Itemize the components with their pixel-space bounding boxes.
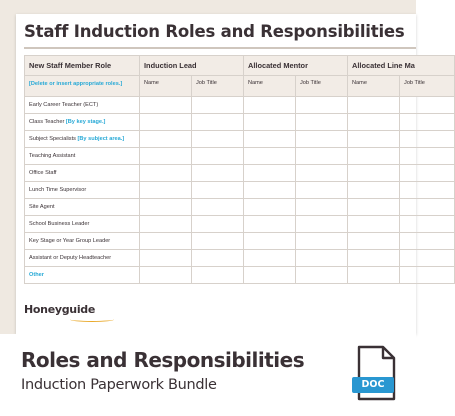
job-title-cell xyxy=(192,182,244,199)
job-title-cell xyxy=(400,233,455,250)
table-row xyxy=(25,182,455,199)
job-title-cell xyxy=(400,216,455,233)
job-title-cell xyxy=(296,131,348,148)
name-cell xyxy=(244,148,296,165)
name-cell xyxy=(140,250,192,267)
subheader-job-title: Job Title xyxy=(400,76,455,97)
job-title-cell xyxy=(400,148,455,165)
group-header-allocated-mentor: Allocated Mentor xyxy=(244,56,348,76)
role-label: Class Teacher xyxy=(29,119,66,125)
name-cell xyxy=(348,114,400,131)
job-title-cell xyxy=(400,267,455,284)
logo-swoosh xyxy=(70,317,114,322)
role-column-header: New Staff Member Role xyxy=(25,56,140,76)
role-label: Teaching Assistant xyxy=(29,153,76,159)
table-row xyxy=(25,131,455,148)
doc-badge: DOC xyxy=(352,377,394,393)
name-cell xyxy=(348,199,400,216)
job-title-cell xyxy=(400,131,455,148)
role-cell xyxy=(25,267,140,284)
job-title-cell xyxy=(192,97,244,114)
table-row xyxy=(25,267,455,284)
role-cell xyxy=(25,131,140,148)
table-row xyxy=(25,165,455,182)
name-cell xyxy=(140,182,192,199)
table-row xyxy=(25,199,455,216)
role-note: [Delete or insert appropriate roles.] xyxy=(25,76,140,97)
job-title-cell xyxy=(400,199,455,216)
name-cell xyxy=(140,114,192,131)
job-title-cell xyxy=(192,233,244,250)
role-label: Lunch Time Supervisor xyxy=(29,187,87,193)
group-header-allocated-line-manager: Allocated Line Ma xyxy=(348,56,455,76)
name-cell xyxy=(244,250,296,267)
role-cell xyxy=(25,250,140,267)
job-title-cell xyxy=(296,182,348,199)
name-cell xyxy=(140,131,192,148)
role-cell xyxy=(25,199,140,216)
job-title-cell xyxy=(296,199,348,216)
name-cell xyxy=(140,165,192,182)
subheader-name: Name xyxy=(244,76,296,97)
name-cell xyxy=(348,148,400,165)
group-header-induction-lead: Induction Lead xyxy=(140,56,244,76)
job-title-cell xyxy=(296,165,348,182)
role-label: School Business Leader xyxy=(29,221,90,227)
honeyguide-logo: Honeyguide xyxy=(24,303,96,316)
name-cell xyxy=(244,182,296,199)
name-cell xyxy=(244,97,296,114)
table-row xyxy=(25,250,455,267)
role-label: Other xyxy=(29,272,44,278)
document-page xyxy=(16,14,425,334)
job-title-cell xyxy=(192,250,244,267)
job-title-cell xyxy=(400,250,455,267)
name-cell xyxy=(348,131,400,148)
name-cell xyxy=(140,97,192,114)
role-label: Office Staff xyxy=(29,170,57,176)
name-cell xyxy=(348,182,400,199)
table-row xyxy=(25,233,455,250)
name-cell xyxy=(140,267,192,284)
job-title-cell xyxy=(296,267,348,284)
table-row xyxy=(25,148,455,165)
role-cell xyxy=(25,148,140,165)
subheader-name: Name xyxy=(348,76,400,97)
role-cell xyxy=(25,97,140,114)
table-header-row xyxy=(25,56,455,76)
job-title-cell xyxy=(192,131,244,148)
job-title-cell xyxy=(192,216,244,233)
role-cell xyxy=(25,114,140,131)
job-title-cell xyxy=(400,182,455,199)
job-title-cell xyxy=(296,114,348,131)
job-title-cell xyxy=(192,199,244,216)
name-cell xyxy=(348,233,400,250)
table-subheader-row xyxy=(25,76,455,97)
role-cell xyxy=(25,216,140,233)
roles-table xyxy=(24,55,455,284)
product-banner xyxy=(0,334,416,416)
job-title-cell xyxy=(296,97,348,114)
role-label: Assistant or Deputy Headteacher xyxy=(29,255,112,261)
name-cell xyxy=(140,148,192,165)
name-cell xyxy=(348,165,400,182)
name-cell xyxy=(244,165,296,182)
name-cell xyxy=(140,233,192,250)
subheader-job-title: Job Title xyxy=(192,76,244,97)
subheader-job-title: Job Title xyxy=(296,76,348,97)
table-row xyxy=(25,216,455,233)
role-label: Early Career Teacher (ECT) xyxy=(29,102,99,108)
name-cell xyxy=(244,114,296,131)
role-note-suffix: [By key stage.] xyxy=(65,119,106,125)
name-cell xyxy=(348,216,400,233)
job-title-cell xyxy=(192,114,244,131)
name-cell xyxy=(140,216,192,233)
role-label: Subject Specialists xyxy=(29,136,78,142)
role-note-suffix: [By subject area.] xyxy=(77,136,125,142)
role-cell xyxy=(25,233,140,250)
job-title-cell xyxy=(296,250,348,267)
name-cell xyxy=(348,97,400,114)
job-title-cell xyxy=(192,148,244,165)
document-title: Staff Induction Roles and Responsibilities xyxy=(24,22,405,41)
name-cell xyxy=(244,216,296,233)
banner-title: Roles and Responsibilities xyxy=(21,348,305,372)
job-title-cell xyxy=(400,165,455,182)
title-divider xyxy=(24,47,416,49)
table-row xyxy=(25,114,455,131)
name-cell xyxy=(244,267,296,284)
name-cell xyxy=(244,131,296,148)
table-row xyxy=(25,97,455,114)
role-cell xyxy=(25,165,140,182)
name-cell xyxy=(140,199,192,216)
job-title-cell xyxy=(192,165,244,182)
job-title-cell xyxy=(296,233,348,250)
role-label: Site Agent xyxy=(29,204,55,210)
job-title-cell xyxy=(400,97,455,114)
job-title-cell xyxy=(296,216,348,233)
name-cell xyxy=(244,199,296,216)
name-cell xyxy=(348,267,400,284)
banner-subtitle: Induction Paperwork Bundle xyxy=(21,377,217,393)
subheader-name: Name xyxy=(140,76,192,97)
name-cell xyxy=(244,233,296,250)
table-body xyxy=(25,97,455,284)
job-title-cell xyxy=(192,267,244,284)
job-title-cell xyxy=(296,148,348,165)
role-label: Key Stage or Year Group Leader xyxy=(29,238,111,244)
role-cell xyxy=(25,182,140,199)
name-cell xyxy=(348,250,400,267)
job-title-cell xyxy=(400,114,455,131)
